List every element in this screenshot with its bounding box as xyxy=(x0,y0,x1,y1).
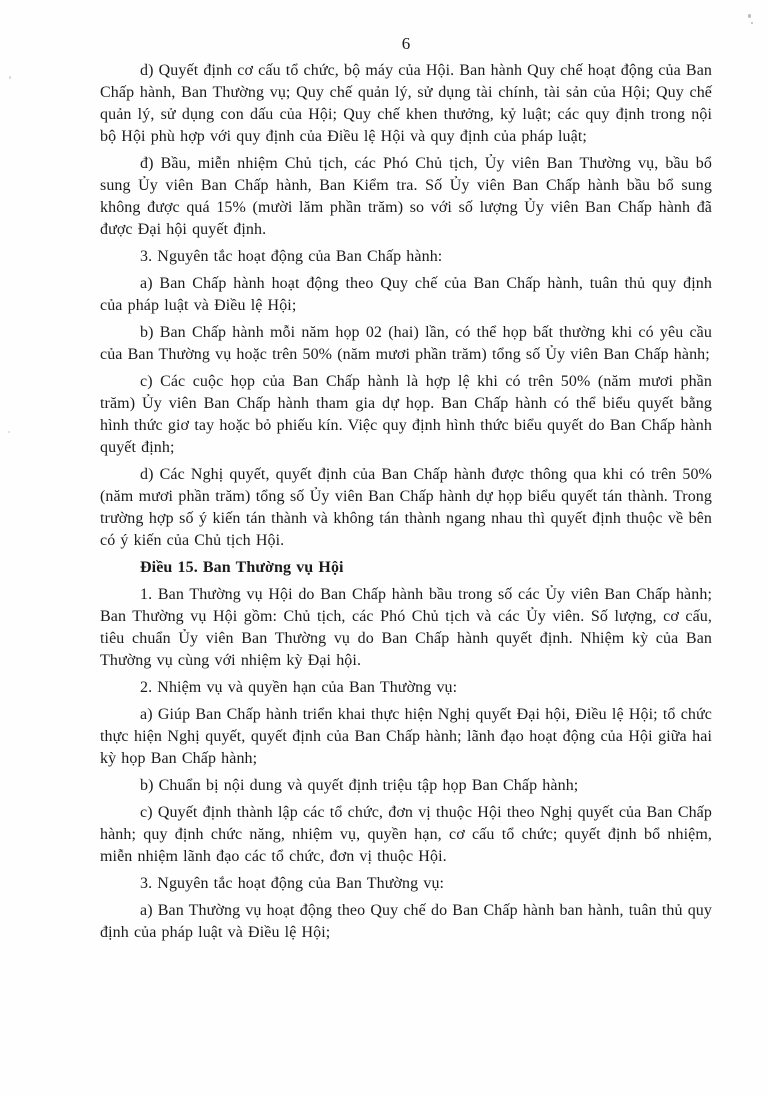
paragraph-clause-3: 3. Nguyên tắc hoạt động của Ban Chấp hành: xyxy=(140,248,443,265)
paragraph-clause-3b: 3. Nguyên tắc hoạt động của Ban Thường vụ: xyxy=(140,875,445,892)
scan-speckle xyxy=(748,14,751,18)
paragraph-point-b2: b) Chuẩn bị nội dung và quyết định triệu tập họp Ban Chấp hành; xyxy=(140,777,579,794)
paragraph-point-dd: đ) Bầu, miễn nhiệm Chủ tịch, các Phó Chủ tịch, Ủy viên Ban Thường vụ, bầu bổ sung Ủy viên Ban Chấp hành, Ban Kiểm tra. Số Ủy viên Ban Chấp hành bầu bổ sung không được quá 15% (mười lăm phần trăm) so với số lượng Ủy viên Ban Chấp hành đã được Đại hội quyết định. xyxy=(100,155,712,238)
page-number: 6 xyxy=(401,34,411,53)
article-15-heading: Điều 15. Ban Thường vụ Hội xyxy=(140,559,344,576)
document-body xyxy=(100,60,712,944)
paragraph-point-a2: a) Giúp Ban Chấp hành triển khai thực hiện Nghị quyết Đại hội, Điều lệ Hội; tổ chức thực hiện Nghị quyết, quyết định của Ban Chấp hành; lãnh đạo hoạt động của Hội giữa hai kỳ họp Ban Chấp hành; xyxy=(100,706,712,767)
scan-speckle xyxy=(9,76,11,79)
paragraph-clause-2: 2. Nhiệm vụ và quyền hạn của Ban Thường vụ: xyxy=(140,679,458,696)
scan-speckle xyxy=(751,22,753,24)
paragraph-point-d: d) Quyết định cơ cấu tổ chức, bộ máy của Hội. Ban hành Quy chế hoạt động của Ban Chấp hành, Ban Thường vụ; Quy chế quản lý, sử dụng tài chính, tài sản của Hội; Quy chế quản lý, sử dụng con dấu của Hội; Quy chế khen thưởng, kỷ luật; các quy định trong nội bộ Hội phù hợp với quy định của Điều lệ Hội và quy định của pháp luật; xyxy=(100,62,712,145)
paragraph-point-b: b) Ban Chấp hành mỗi năm họp 02 (hai) lần, có thể họp bất thường khi có yêu cầu của Ban Thường vụ hoặc trên 50% (năm mươi phần trăm) tổng số Ủy viên Ban Chấp hành; xyxy=(100,324,712,363)
paragraph-point-d2: d) Các Nghị quyết, quyết định của Ban Chấp hành được thông qua khi có trên 50% (năm mươi phần trăm) tổng số Ủy viên Ban Chấp hành dự họp biểu quyết tán thành. Trong trường hợp số ý kiến tán thành và không tán thành ngang nhau thì quyết định thuộc về bên có ý kiến của Chủ tịch Hội. xyxy=(100,466,712,549)
scan-speckle xyxy=(8,431,10,433)
paragraph-point-c: c) Các cuộc họp của Ban Chấp hành là hợp lệ khi có trên 50% (năm mươi phần trăm) Ủy viên Ban Chấp hành tham gia dự họp. Ban Chấp hành có thể biểu quyết bằng hình thức giơ tay hoặc bỏ phiếu kín. Việc quy định hình thức biểu quyết do Ban Chấp hành quyết định; xyxy=(100,373,712,456)
paragraph-point-a3: a) Ban Thường vụ hoạt động theo Quy chế do Ban Chấp hành ban hành, tuân thủ quy định của pháp luật và Điều lệ Hội; xyxy=(100,902,712,941)
paragraph-point-c2: c) Quyết định thành lập các tổ chức, đơn vị thuộc Hội theo Nghị quyết của Ban Chấp hành; quy định chức năng, nhiệm vụ, quyền hạn, cơ cấu tổ chức; quyết định bổ nhiệm, miễn nhiệm lãnh đạo các tổ chức, đơn vị thuộc Hội. xyxy=(100,804,712,865)
paragraph-point-a: a) Ban Chấp hành hoạt động theo Quy chế của Ban Chấp hành, tuân thủ quy định của pháp luật và Điều lệ Hội; xyxy=(100,275,712,314)
paragraph-clause-1: 1. Ban Thường vụ Hội do Ban Chấp hành bầu trong số các Ủy viên Ban Chấp hành; Ban Thường vụ Hội gồm: Chủ tịch, các Phó Chủ tịch và các Ủy viên. Số lượng, cơ cấu, tiêu chuẩn Ủy viên Ban Thường vụ do Ban Chấp hành quyết định. Nhiệm kỳ của Ban Thường vụ cùng với nhiệm kỳ Đại hội. xyxy=(100,586,712,669)
